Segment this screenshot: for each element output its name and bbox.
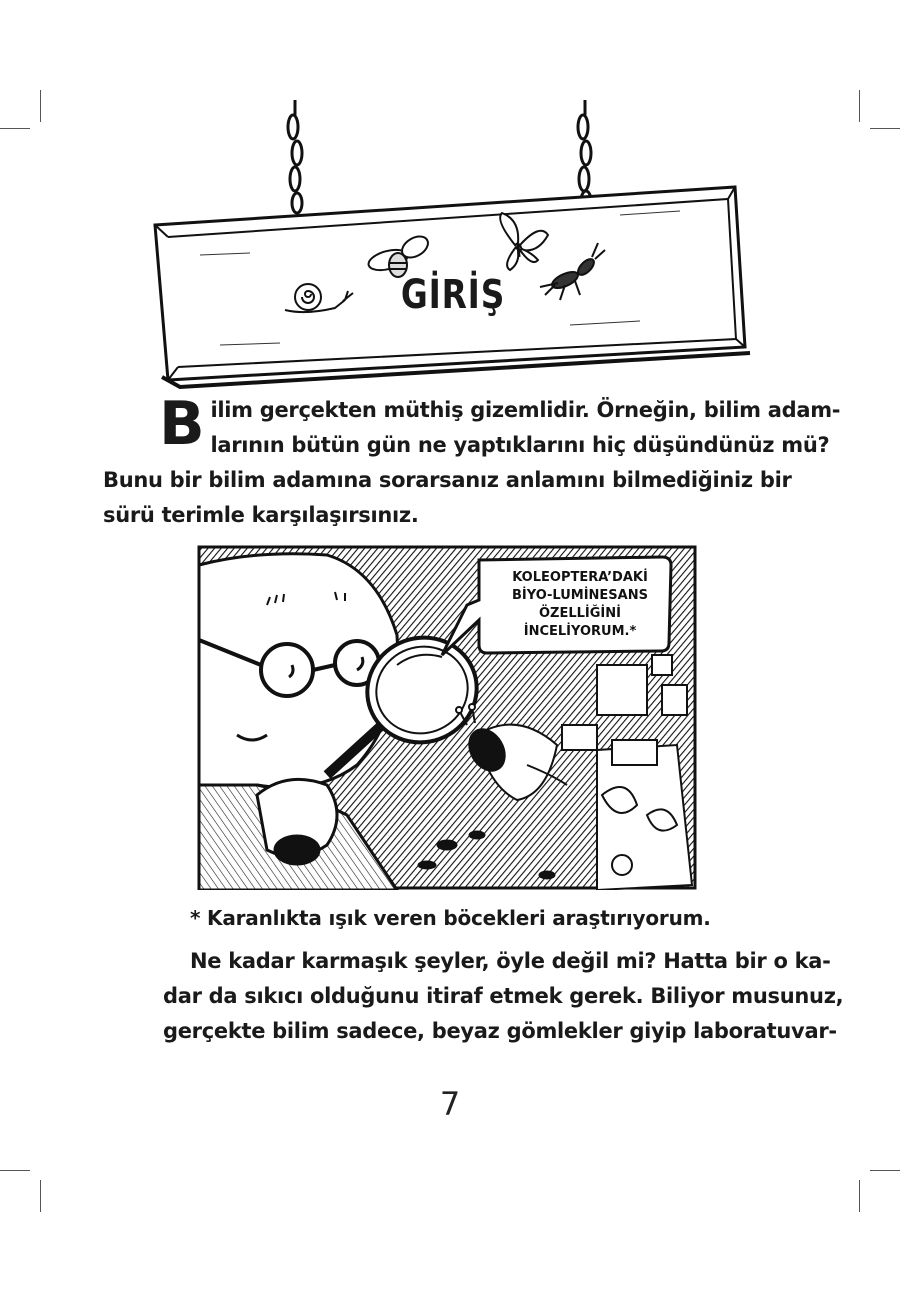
hanging-sign-illustration (140, 95, 760, 395)
crop-mark (859, 90, 860, 122)
drop-cap: B (159, 389, 205, 459)
text-line: Ne kadar karmaşık şeyler, öyle değil mi? Hatta bir o ka- (190, 949, 831, 973)
chapter-title: GİRİŞ (400, 272, 506, 318)
footnote: * Karanlıkta ışık veren böcekleri araştırıyorum. (190, 906, 711, 930)
crop-mark (40, 1180, 41, 1212)
speech-bubble-text (495, 569, 665, 641)
chain-icon (288, 100, 591, 213)
crop-mark (870, 1170, 900, 1171)
speech-line: İNCELİYORUM.* (523, 624, 637, 639)
crop-mark (40, 90, 41, 122)
crop-mark (0, 128, 30, 129)
text-line: sürü terimle karşılaşırsınız. (103, 503, 419, 527)
text-line: dar da sıkıcı olduğunu itiraf etmek gerek. Biliyor musunuz, (163, 984, 844, 1008)
speech-line: ÖZELLİĞİNİ (539, 606, 621, 621)
text-line: Bunu bir bilim adamına sorarsanız anlamını bilmediğiniz bir (103, 468, 792, 492)
text-line: gerçekte bilim sadece, beyaz gömlekler giyip laboratuvar- (163, 1019, 837, 1043)
crop-mark (870, 128, 900, 129)
crop-mark (0, 1170, 30, 1171)
page-number: 7 (439, 1085, 461, 1123)
speech-line: KOLEOPTERA’DAKİ (512, 570, 648, 585)
text-line: larının bütün gün ne yaptıklarını hiç düşündünüz mü? (210, 433, 830, 457)
text-line: ilim gerçekten müthiş gizemlidir. Örneğin, bilim adam- (210, 398, 841, 422)
intro-paragraph (103, 389, 841, 533)
body-paragraph (163, 944, 844, 1049)
crop-mark (859, 1180, 860, 1212)
speech-line: BİYO-LUMİNESANS (512, 588, 648, 603)
